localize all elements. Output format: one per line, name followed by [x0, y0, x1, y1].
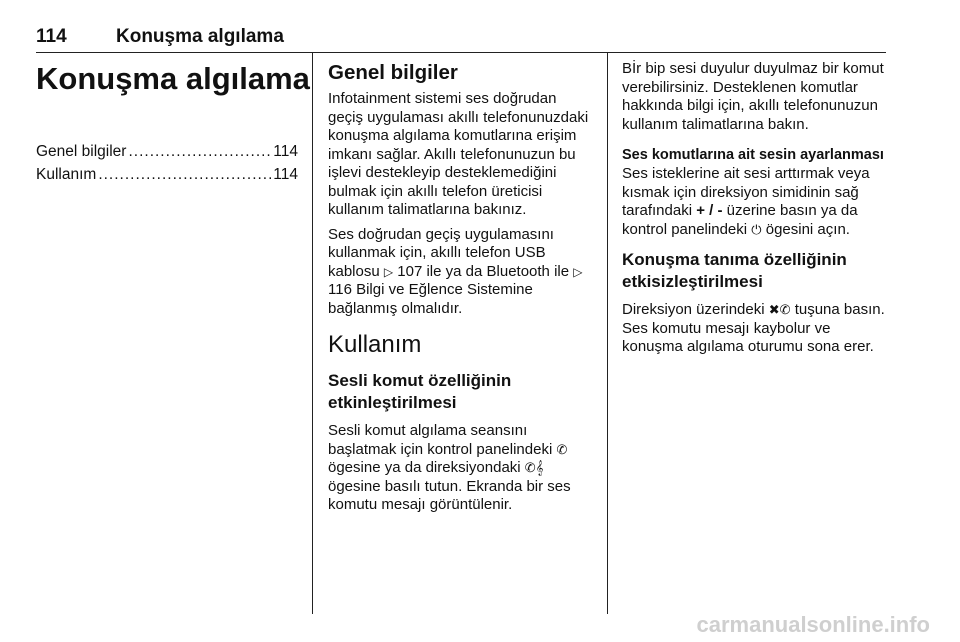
- toc-leader-dots: [128, 140, 271, 163]
- watermark: carmanualsonline.info: [696, 612, 930, 637]
- end-call-icon: ✖✆: [768, 302, 791, 317]
- column-divider-2: [607, 52, 608, 614]
- toc-entry-label: Genel bilgiler: [36, 143, 127, 160]
- text: ögesine basılı tutun. Ekranda bir ses komutu mesajı görüntülenir.: [328, 477, 571, 513]
- text: Ses isteklerine ait sesi arttırmak veya kısmak için direksiyon simidinin sağ tarafındaki: [622, 165, 870, 219]
- page-reference-icon: ▷: [383, 264, 394, 279]
- page-reference-icon: ▷: [573, 264, 583, 279]
- chapter-heading: Konuşma algılama: [36, 61, 310, 96]
- toc-entry-page: 114: [273, 166, 298, 183]
- toc-entry[interactable]: [36, 140, 298, 163]
- toc-entry-label: Kullanım: [36, 166, 97, 183]
- power-knob-icon: ⏻: [751, 221, 762, 237]
- text: tuşuna basın. Ses komutu mesajı kaybolur ve konuşma algılama oturumu sona erer.: [622, 301, 885, 355]
- text: ögesine ya da direksiyondaki: [328, 459, 521, 476]
- volume-keys-label: + / -: [696, 202, 723, 219]
- page-number: 114: [36, 26, 67, 47]
- volume-paragraph: [622, 165, 888, 239]
- section-heading-usage: Kullanım: [328, 331, 422, 358]
- column-2: [328, 60, 592, 521]
- text: Ses doğrudan geçiş uygulamasını kullanmak için, akıllı telefon USB kablosu: [328, 225, 554, 280]
- toc-leader-dots: [98, 163, 271, 186]
- section-heading-general: Genel bilgiler: [328, 61, 458, 84]
- command-paragraph: Bİr bip sesi duyulur duyulmaz bir komut verebilirsiniz. Desteklenen komutlar hakkında bilgi için, akıllı telefonunuzun kullanım talimatlarına bakın.: [622, 60, 884, 133]
- voice-command-icon: ✆𝄞: [524, 460, 544, 475]
- toc-entry[interactable]: [36, 163, 298, 186]
- text: 116 Bilgi ve Eğlence Sistemine bağlanmış olmalıdır.: [328, 281, 533, 317]
- chapter-title: Konuşma algılama: [116, 26, 284, 47]
- text: Sesli komut algılama seansını başlatmak için kontrol panelindeki: [328, 422, 553, 458]
- text: ögesini açın.: [765, 220, 850, 238]
- deactivation-paragraph: [622, 301, 888, 357]
- phone-handset-icon: ✆: [556, 441, 568, 457]
- column-1: [36, 60, 310, 186]
- subheading-volume: Ses komutlarına ait sesin ayarlanması: [622, 147, 884, 163]
- header-rule: [36, 52, 886, 53]
- column-divider-1: [312, 52, 313, 614]
- table-of-contents: [36, 140, 298, 186]
- activation-paragraph: [328, 422, 592, 515]
- general-paragraph-1: Infotainment sistemi ses doğrudan geçiş uygulaması akıllı telefonunuzdaki konuşma algılama komutlarına erişim imkanı sağlar. Akıllı telefonunuzun bu işlevi destekleyip desteklemediğini bulmak için akıllı telefon üreticisi kullanım talimatlarına bakınız.: [328, 90, 589, 218]
- subheading-activation: Sesli komut özelliğinin etkinleştirilmesi: [328, 371, 512, 412]
- subheading-deactivation: Konuşma tanıma özelliğinin etkisizleştirilmesi: [622, 250, 847, 291]
- toc-entry-page: 114: [273, 143, 298, 160]
- text: 107 ile ya da Bluetooth ile: [397, 262, 570, 280]
- text: üzerine basın ya da kontrol panelindeki: [622, 202, 858, 238]
- text: Direksiyon üzerindeki: [622, 301, 765, 318]
- general-paragraph-2: [328, 226, 592, 319]
- column-3: [622, 60, 888, 363]
